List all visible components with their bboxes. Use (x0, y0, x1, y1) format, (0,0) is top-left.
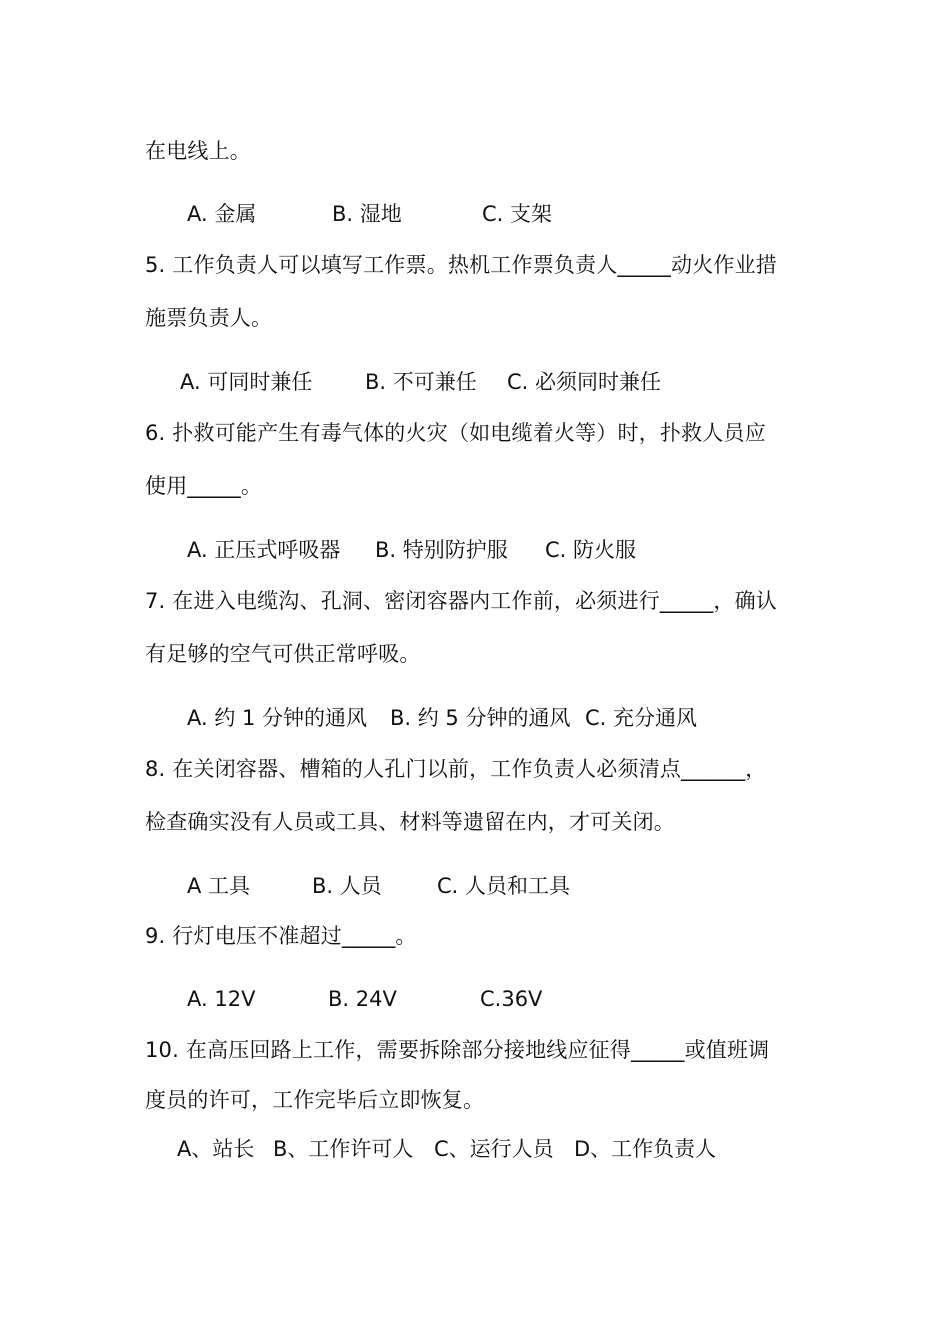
question-5-line-2: 施票负责人。 (145, 306, 273, 330)
option-c: C、运行人员 (434, 1137, 554, 1161)
question-4-continuation: 在电线上。 (145, 139, 251, 163)
option-b: B. 约 5 分钟的通风 (390, 706, 571, 730)
option-c: C.36V (480, 987, 543, 1011)
option-b: B. 湿地 (332, 202, 402, 226)
option-d: D、工作负责人 (574, 1137, 717, 1161)
option-a: A. 正压式呼吸器 (187, 538, 341, 562)
question-8-line-2: 检查确实没有人员或工具、材料等遗留在内，才可关闭。 (145, 810, 675, 834)
question-10-line-1: 10. 在高压回路上工作，需要拆除部分接地线应征得_____或值班调 (145, 1038, 770, 1062)
option-b: B. 不可兼任 (365, 370, 477, 394)
option-b: B. 特别防护服 (375, 538, 508, 562)
question-7-line-2: 有足够的空气可供正常呼吸。 (145, 642, 421, 666)
question-7-line-1: 7. 在进入电缆沟、孔洞、密闭容器内工作前，必须进行_____，确认 (145, 589, 778, 613)
question-9-line-1: 9. 行灯电压不准超过_____。 (145, 924, 417, 948)
option-a: A. 约 1 分钟的通风 (187, 706, 368, 730)
question-10-line-2: 度员的许可，工作完毕后立即恢复。 (145, 1088, 485, 1112)
option-b: B、工作许可人 (273, 1137, 414, 1161)
option-a: A. 可同时兼任 (180, 370, 313, 394)
question-8-line-1: 8. 在关闭容器、槽箱的人孔门以前，工作负责人必须清点______， (145, 757, 767, 781)
option-c: C. 必须同时兼任 (507, 370, 662, 394)
option-b: B. 24V (328, 987, 397, 1011)
question-6-line-2: 使用_____。 (145, 474, 263, 498)
option-c: C. 人员和工具 (437, 874, 571, 898)
option-a: A、站长 (177, 1137, 255, 1161)
option-a: A. 金属 (187, 202, 257, 226)
option-c: C. 支架 (482, 202, 553, 226)
option-c: C. 防火服 (545, 538, 637, 562)
option-c: C. 充分通风 (585, 706, 698, 730)
question-6-line-1: 6. 扑救可能产生有毒气体的火灾（如电缆着火等）时，扑救人员应 (145, 421, 766, 445)
question-5-line-1: 5. 工作负责人可以填写工作票。热机工作票负责人_____动火作业措 (145, 253, 778, 277)
option-a: A 工具 (187, 874, 251, 898)
option-a: A. 12V (187, 987, 256, 1011)
option-b: B. 人员 (312, 874, 382, 898)
